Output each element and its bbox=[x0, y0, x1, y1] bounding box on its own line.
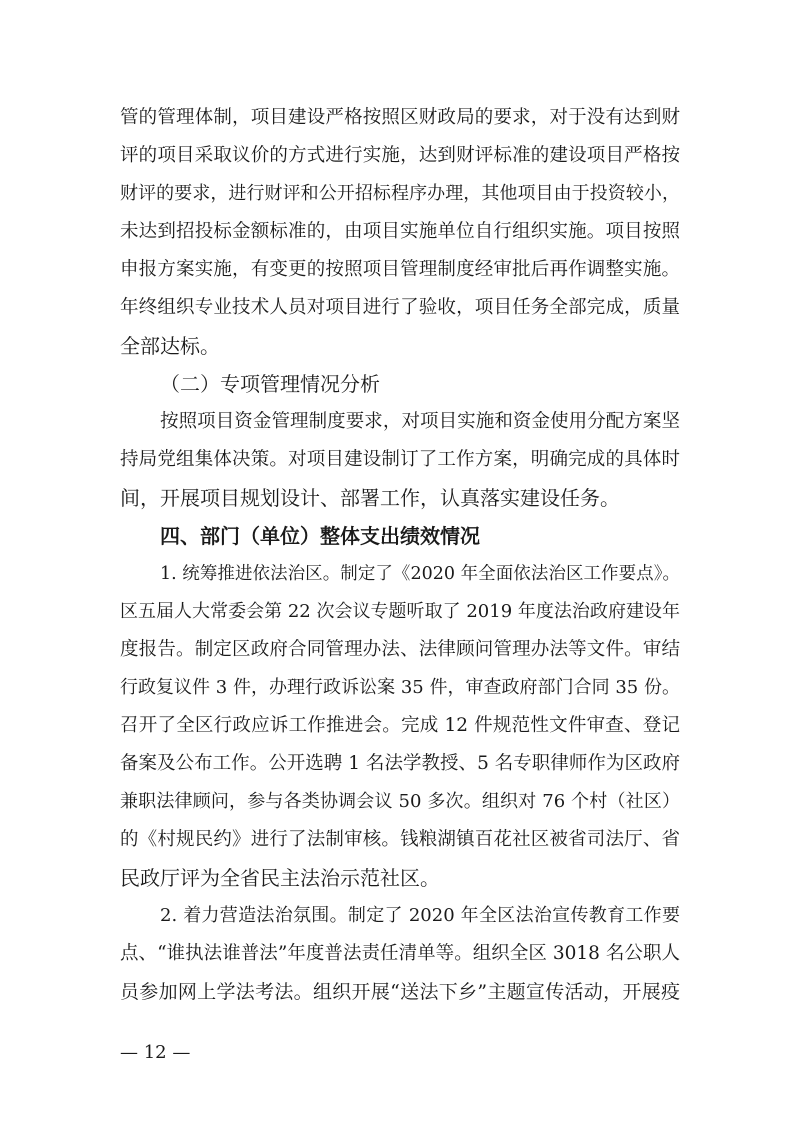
paragraph-line: 备案及公布工作。公开选聘 1 名法学教授、5 名专职律师作为区政府 bbox=[120, 753, 680, 774]
paragraph-line: 持局党组集体决策。对项目建设制订了工作方案，明确完成的具体时 bbox=[120, 449, 680, 470]
paragraph-line: 财评的要求，进行财评和公开招标程序办理，其他项目由于投资较小， bbox=[120, 183, 680, 204]
paragraph-line: 2. 着力营造法治氛围。制定了 2020 年全区法治宣传教育工作要 bbox=[160, 905, 680, 926]
paragraph-line: 召开了全区行政应诉工作推进会。完成 12 件规范性文件审查、登记 bbox=[120, 715, 680, 736]
paragraph-line: 管的管理体制，项目建设严格按照区财政局的要求，对于没有达到财 bbox=[120, 107, 680, 128]
paragraph-line: 1. 统筹推进依法治区。制定了《2020 年全面依法治区工作要点》。 bbox=[160, 564, 680, 584]
paragraph-line: 度报告。制定区政府合同管理办法、法律顾问管理办法等文件。审结 bbox=[120, 639, 680, 660]
section-heading: 四、部门（单位）整体支出绩效情况 bbox=[160, 524, 480, 548]
paragraph-line: 民政厅评为全省民主法治示范社区。 bbox=[120, 866, 440, 890]
paragraph-line: 全部达标。 bbox=[120, 334, 220, 358]
paragraph-line: 按照项目资金管理制度要求，对项目实施和资金使用分配方案坚 bbox=[160, 411, 680, 432]
paragraph-line: 申报方案实施，有变更的按照项目管理制度经审批后再作调整实施。 bbox=[120, 259, 680, 280]
page-number: — 12 — bbox=[120, 1042, 191, 1063]
paragraph-line: 间，开展项目规划设计、部署工作，认真落实建设任务。 bbox=[120, 486, 620, 510]
paragraph-line: 兼职法律顾问，参与各类协调会议 50 多次。组织对 76 个村（社区） bbox=[120, 791, 680, 812]
paragraph-line: 点、“谁执法谁普法”年度普法责任清单等。组织全区 3018 名公职人 bbox=[120, 943, 680, 964]
paragraph-line: 年终组织专业技术人员对项目进行了验收，项目任务全部完成，质量 bbox=[120, 297, 680, 318]
paragraph-line: 员参加网上学法考法。组织开展“送法下乡”主题宣传活动，开展疫 bbox=[120, 981, 680, 1003]
paragraph-line: 评的项目采取议价的方式进行实施，达到财评标准的建设项目严格按 bbox=[120, 145, 680, 166]
paragraph-line: 区五届人大常委会第 22 次会议专题听取了 2019 年度法治政府建设年 bbox=[120, 601, 680, 622]
paragraph-line: 未达到招投标金额标准的，由项目实施单位自行组织实施。项目按照 bbox=[120, 221, 680, 242]
paragraph-line: 的《村规民约》进行了法制审核。钱粮湖镇百花社区被省司法厅、省 bbox=[120, 829, 680, 850]
subheading: （二）专项管理情况分析 bbox=[160, 372, 380, 396]
paragraph-line: 行政复议件 3 件，办理行政诉讼案 35 件，审查政府部门合同 35 份。 bbox=[120, 677, 680, 698]
